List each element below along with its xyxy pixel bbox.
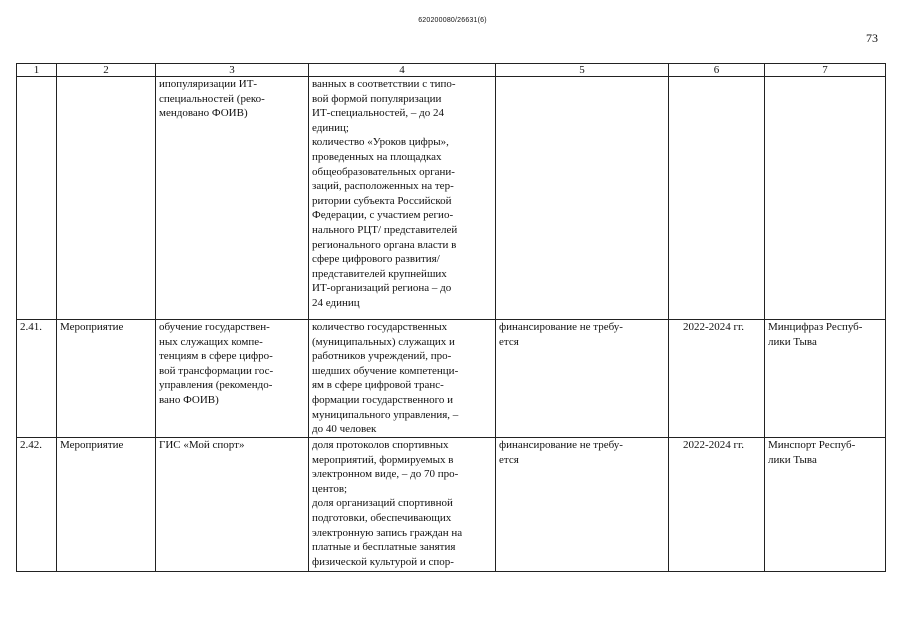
table-row bbox=[17, 320, 886, 438]
row-indicator: количество государственных (муниципальных) служащих и работников учреждений, про- шедших обучение компетенци- ям в сфере цифровой транс- формации государственного и муниципального управления, – до 40 человек bbox=[309, 320, 496, 438]
row-number: 2.42. bbox=[17, 438, 57, 572]
row-indicator: ванных в соответствии с типо- вой формой популяризации ИТ-специальностей, – до 24 единиц; количество «Уроков цифры», проведенных на площадках общеобразовательных органи- заций, расположенных на тер- ритории субъекта Российской Федерации, с участием регио- нального РЦТ/ представителей регионального органа власти в сфере цифрового развития/ представителей крупнейших ИТ-организаций региона – до 24 единиц bbox=[309, 77, 496, 320]
row-type: Мероприятие bbox=[57, 320, 156, 438]
document-table bbox=[16, 63, 886, 572]
row-executor: Минспорт Респуб- лики Тыва bbox=[765, 438, 886, 572]
column-header: 5 bbox=[496, 64, 669, 77]
row-period: 2022-2024 гг. bbox=[669, 438, 765, 572]
page-number: 73 bbox=[866, 31, 878, 45]
column-header: 7 bbox=[765, 64, 886, 77]
column-header: 4 bbox=[309, 64, 496, 77]
row-funding: финансирование не требу- ется bbox=[496, 438, 669, 572]
row-funding bbox=[496, 77, 669, 320]
column-header: 2 bbox=[57, 64, 156, 77]
row-indicator: доля протоколов спортивных мероприятий, формируемых в электронном виде, – до 70 про- центов; доля организаций спортивной подготовки, обеспечивающих электронную запись граждан на платные и бесплатные занятия физической культурой и спор- bbox=[309, 438, 496, 572]
row-funding: финансирование не требу- ется bbox=[496, 320, 669, 438]
column-header: 1 bbox=[17, 64, 57, 77]
row-number: 2.41. bbox=[17, 320, 57, 438]
row-period bbox=[669, 77, 765, 320]
column-header: 3 bbox=[156, 64, 309, 77]
row-name: ипопуляризации ИТ- специальностей (реко- мендовано ФОИВ) bbox=[156, 77, 309, 320]
row-type bbox=[57, 77, 156, 320]
row-number bbox=[17, 77, 57, 320]
document-id: 620200080/26631(6) bbox=[418, 17, 487, 24]
table-row bbox=[17, 77, 886, 320]
row-period: 2022-2024 гг. bbox=[669, 320, 765, 438]
table-row bbox=[17, 438, 886, 572]
row-name: обучение государствен- ных служащих компе- тенциям в сфере цифро- вой трансформации гос- управления (рекомендо- вано ФОИВ) bbox=[156, 320, 309, 438]
row-type: Мероприятие bbox=[57, 438, 156, 572]
row-executor bbox=[765, 77, 886, 320]
column-header: 6 bbox=[669, 64, 765, 77]
row-executor: Минцифраз Респуб- лики Тыва bbox=[765, 320, 886, 438]
table-header-row bbox=[17, 64, 886, 77]
row-name: ГИС «Мой спорт» bbox=[156, 438, 309, 572]
